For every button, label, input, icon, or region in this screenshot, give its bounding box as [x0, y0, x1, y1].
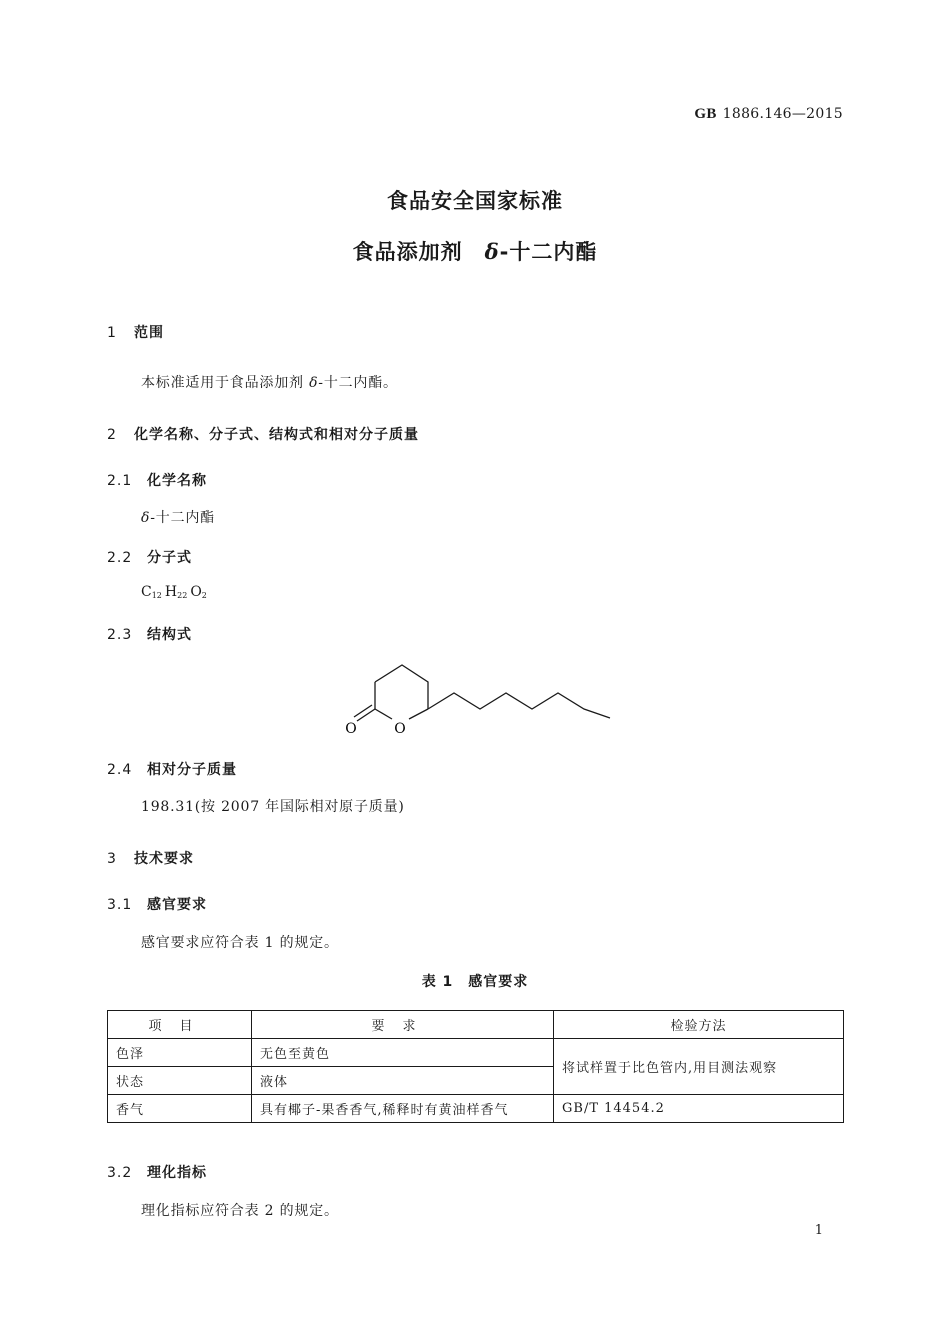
section-title: 范围 [134, 325, 164, 341]
subsection-heading-2-3 [107, 624, 192, 644]
subsection-title: 分子式 [147, 550, 192, 566]
molecular-mass: 198.31(按 2007 年国际相对原子质量) [141, 799, 405, 815]
table-cell-method: GB/T 14454.2 [554, 1095, 844, 1123]
table-header-row [108, 1011, 844, 1039]
ring-bonds [375, 665, 428, 709]
subsection-heading-2-4 [107, 759, 237, 779]
subsection-title: 感官要求 [147, 897, 207, 913]
table-caption: 表 1 感官要求 [421, 974, 529, 990]
table-cell-requirement: 具有椰子-果香香气,稀释时有黄油样香气 [252, 1095, 554, 1123]
table-cell-item: 色泽 [108, 1039, 252, 1067]
section-title: 化学名称、分子式、结构式和相对分子质量 [134, 427, 419, 443]
section-heading-1 [107, 322, 164, 342]
section-title: 技术要求 [134, 851, 194, 867]
section-number: 1 [107, 325, 117, 341]
subtitle-prefix: 食品添加剂 [352, 240, 463, 264]
formula-c: C [141, 584, 152, 600]
section-number: 3 [107, 851, 117, 867]
subsection-number: 3.2 [107, 1165, 133, 1181]
carbonyl-oxygen: O [345, 721, 357, 737]
section-heading-3 [107, 848, 194, 868]
molecule-bonds [354, 665, 610, 721]
table-cell-item: 状态 [108, 1067, 252, 1095]
subtitle-suffix: -十二内酯 [499, 240, 598, 264]
chemical-name [141, 507, 215, 527]
physicochemical-paragraph: 理化指标应符合表 2 的规定。 [141, 1203, 339, 1219]
scope-text-delta: δ [309, 375, 319, 391]
subsection-heading-3-2 [107, 1162, 207, 1182]
scope-paragraph [141, 372, 398, 392]
section-number: 2 [107, 427, 117, 443]
table-cell-item: 香气 [108, 1095, 252, 1123]
subsection-title: 理化指标 [147, 1165, 207, 1181]
subsection-number: 2.2 [107, 550, 133, 566]
chemical-name-delta: δ [141, 510, 151, 526]
subsection-title: 化学名称 [147, 473, 207, 489]
carbonyl-bond-1 [357, 709, 375, 721]
subsection-number: 2.4 [107, 762, 133, 778]
formula-o: O [190, 584, 202, 600]
standard-number [694, 106, 843, 123]
standard-code: 1886.146—2015 [722, 106, 843, 122]
structural-formula [330, 655, 620, 745]
ring-bond-c-o [375, 709, 392, 719]
formula-h: H [164, 584, 178, 600]
scope-text-suffix: -十二内酯。 [318, 375, 398, 391]
chemical-name-value: -十二内酯 [150, 510, 215, 526]
alkyl-chain [428, 693, 610, 718]
formula-c-count: 12 [151, 591, 162, 600]
carbonyl-bond-2 [354, 705, 372, 717]
table-row [108, 1095, 844, 1123]
subsection-title: 结构式 [147, 627, 192, 643]
table-header-item: 项目 [108, 1011, 252, 1039]
molecular-formula [141, 584, 210, 600]
table-cell-requirement: 无色至黄色 [252, 1039, 554, 1067]
formula-o-count: 2 [201, 591, 207, 600]
subsection-heading-2-2 [107, 547, 192, 567]
scope-text-prefix: 本标准适用于食品添加剂 [141, 375, 310, 391]
formula-h-count: 22 [177, 591, 188, 600]
page-number: 1 [814, 1223, 823, 1238]
table-header-requirement: 要求 [252, 1011, 554, 1039]
document-title: 食品安全国家标准 [387, 189, 563, 213]
subsection-number: 3.1 [107, 897, 133, 913]
subsection-number: 2.1 [107, 473, 133, 489]
table-cell-requirement: 液体 [252, 1067, 554, 1095]
table-header-method: 检验方法 [554, 1011, 844, 1039]
subtitle-delta: δ [484, 239, 500, 264]
sensory-paragraph: 感官要求应符合表 1 的规定。 [141, 935, 339, 951]
subsection-number: 2.3 [107, 627, 133, 643]
table-cell-method: 将试样置于比色管内,用目测法观察 [554, 1039, 844, 1095]
table-row [108, 1039, 844, 1067]
subsection-title: 相对分子质量 [147, 762, 237, 778]
ring-oxygen: O [394, 721, 406, 737]
ring-bond-o-c [409, 709, 428, 719]
document-subtitle [0, 236, 950, 266]
sensory-requirements-table [107, 1010, 844, 1123]
standard-prefix: GB [694, 106, 717, 122]
subsection-heading-3-1 [107, 894, 207, 914]
subsection-heading-2-1 [107, 470, 207, 490]
section-heading-2 [107, 424, 419, 444]
